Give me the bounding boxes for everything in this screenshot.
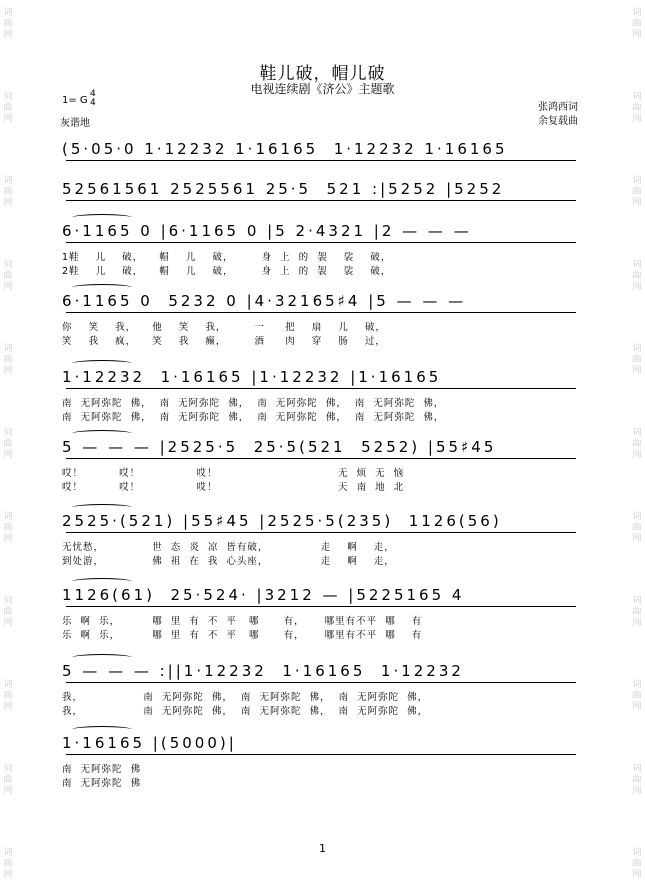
beam-line — [66, 532, 576, 533]
lyric-verse-2: 南 无阿弥陀 佛， 南 无阿弥陀 佛， 南 无阿弥陀 佛， 南 无阿弥陀 佛， — [62, 412, 445, 423]
watermark-glyphs: 词 曲 网 — [3, 344, 13, 376]
beam-line — [66, 160, 576, 161]
slur-arc — [72, 726, 132, 733]
watermark-glyphs: 词 曲 网 — [3, 176, 13, 208]
watermark-glyphs: 词 曲 网 — [3, 596, 13, 628]
lyric-verse-1: 我， 南 无阿弥陀 佛， 南 无阿弥陀 佛， 南 无阿弥陀 佛， — [62, 692, 429, 703]
time-signature-bottom: 4 — [90, 98, 96, 108]
beam-line — [66, 754, 576, 755]
lyric-verse-1: 南 无阿弥陀 佛 — [62, 764, 142, 775]
lyric-verse-2: 乐 啊 乐， 哪 里 有 不 平 哪 有， 哪里有不平 哪 有 — [62, 630, 423, 641]
notation-row: 52561561 2525561 25·5 521 :|5252 |5252 — [62, 180, 505, 198]
lyric-verse-1: 乐 啊 乐， 哪 里 有 不 平 哪 有， 哪里有不平 哪 有 — [62, 616, 423, 627]
lyric-verse-1: 你 笑 我， 他 笑 我， 一 把 扇 儿 破， — [62, 322, 386, 333]
slur-arc — [72, 284, 132, 291]
notation-row: 1·16165 |(5000)| — [62, 734, 237, 752]
lyric-verse-2: 到处游， 佛 祖 在 我 心头座， 走 啊 走， — [62, 556, 395, 567]
watermark-glyphs: 词 曲 网 — [3, 680, 13, 712]
watermark-glyphs: 词 曲 网 — [3, 428, 13, 460]
watermark-glyphs: 词 曲 网 — [632, 764, 642, 796]
slur-arc — [72, 654, 132, 661]
lyric-verse-1: 南 无阿弥陀 佛， 南 无阿弥陀 佛， 南 无阿弥陀 佛， 南 无阿弥陀 佛， — [62, 398, 445, 409]
watermark-glyphs: 词 曲 网 — [632, 344, 642, 376]
watermark-glyphs: 词 曲 网 — [632, 176, 642, 208]
lyric-verse-2: 2鞋 儿 破， 帽 儿 破， 身 上 的 袈 裟 破， — [62, 266, 392, 277]
notation-row: 5 — — — :||1·12232 1·16165 1·12232 — [62, 662, 464, 680]
page-number: 1 — [319, 842, 326, 855]
notation-row: 5 — — — |2525·5 25·5(521 5252) |55♯45 — [62, 438, 497, 456]
watermark-glyphs: 词 曲 网 — [632, 92, 642, 124]
lyric-verse-2: 我， 南 无阿弥陀 佛， 南 无阿弥陀 佛， 南 无阿弥陀 佛， — [62, 706, 429, 717]
beam-line — [66, 200, 576, 201]
lyric-verse-1: 无忧愁， 世 态 炎 凉 皆有破， 走 啊 走， — [62, 542, 395, 553]
beam-line — [66, 606, 576, 607]
watermark-glyphs: 词 曲 网 — [632, 428, 642, 460]
watermark-glyphs: 词 曲 网 — [3, 848, 13, 880]
lyric-verse-1: 1鞋 儿 破， 帽 儿 破， 身 上 的 袈 裟 破， — [62, 252, 392, 263]
watermark-glyphs: 词 曲 网 — [632, 680, 642, 712]
watermark-glyphs: 词 曲 网 — [3, 764, 13, 796]
slur-arc — [72, 504, 132, 511]
composer-credit: 余复载曲 — [538, 116, 578, 127]
slur-arc — [72, 430, 132, 437]
beam-line — [66, 242, 576, 243]
lyric-verse-1: 哎！ 哎！ 哎！ 无 烦 无 恼 — [62, 468, 405, 479]
lyricist-credit: 张鸿西词 — [538, 102, 578, 113]
watermark-glyphs: 词 曲 网 — [632, 596, 642, 628]
slur-arc — [72, 214, 132, 221]
watermark-glyphs: 词 曲 网 — [632, 260, 642, 292]
watermark-left — [0, 0, 16, 891]
watermark-glyphs: 词 曲 网 — [3, 8, 13, 40]
notation-row: 1126(61) 25·524· |3212 — |5225165 4 — [62, 586, 465, 604]
watermark-glyphs: 词 曲 网 — [3, 260, 13, 292]
watermark-glyphs: 词 曲 网 — [632, 848, 642, 880]
notation-row: (5·05·0 1·12232 1·16165 1·12232 1·16165 — [62, 140, 508, 158]
lyric-verse-2: 笑 我 疯， 笑 我 癫， 酒 肉 穿 肠 过， — [62, 336, 386, 347]
time-signature — [90, 90, 96, 108]
notation-row: 1·12232 1·16165 |1·12232 |1·16165 — [62, 368, 442, 386]
slur-arc — [72, 360, 132, 367]
beam-line — [66, 682, 576, 683]
tempo-mood: 灰谐地 — [60, 118, 90, 129]
beam-line — [66, 312, 576, 313]
watermark-glyphs: 词 曲 网 — [3, 92, 13, 124]
notation-row: 6·1165 0 5232 0 |4·32165♯4 |5 — — — — [62, 292, 467, 310]
watermark-glyphs: 词 曲 网 — [3, 512, 13, 544]
slur-arc — [72, 578, 132, 585]
song-subtitle: 电视连续剧《济公》主题歌 — [250, 82, 395, 96]
watermark-glyphs: 词 曲 网 — [632, 8, 642, 40]
beam-line — [66, 388, 576, 389]
lyric-verse-2: 哎！ 哎！ 哎！ 天 南 地 北 — [62, 482, 405, 493]
notation-row: 2525·(521) |55♯45 |2525·5(235) 1126(56) — [62, 512, 502, 530]
time-signature-top: 4 — [90, 89, 96, 99]
lyric-verse-2: 南 无阿弥陀 佛 — [62, 778, 142, 789]
watermark-glyphs: 词 曲 网 — [632, 512, 642, 544]
beam-line — [66, 458, 576, 459]
watermark-right — [629, 0, 645, 891]
key-signature: 1= G — [62, 95, 88, 106]
song-title: 鞋儿破，帽儿破 — [259, 64, 386, 84]
notation-row: 6·1165 0 |6·1165 0 |5 2·4321 |2 — — — — [62, 222, 472, 240]
